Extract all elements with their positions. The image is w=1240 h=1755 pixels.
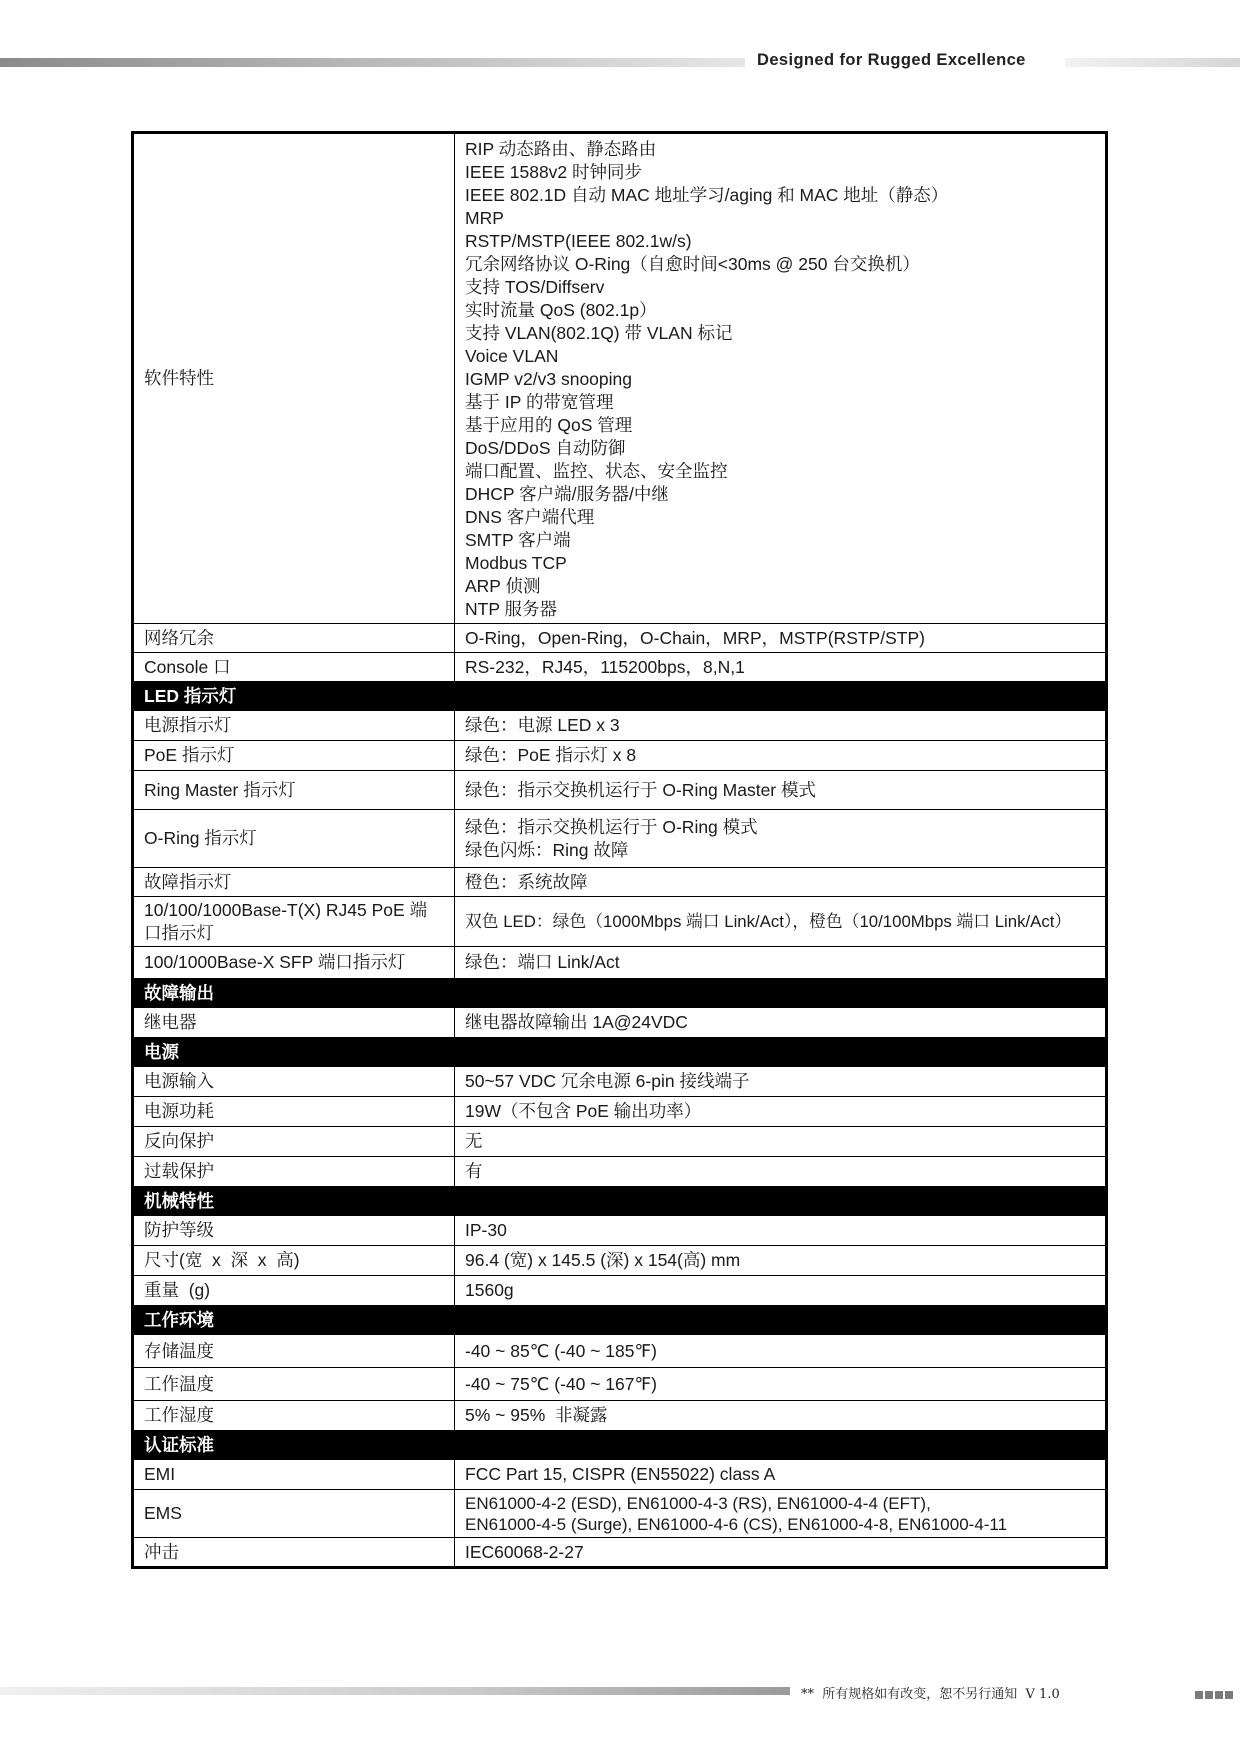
spec-value-line: 绿色闪烁：Ring 故障: [465, 839, 629, 860]
list-item: 基于应用的 QoS 管理: [465, 415, 633, 435]
spec-value: [455, 1490, 1107, 1538]
section-title: 认证标准: [133, 1431, 455, 1460]
list-item: DoS/DDoS 自动防御: [465, 438, 626, 458]
spec-value: IEC60068-2-27: [455, 1538, 1107, 1568]
table-row: [133, 771, 1107, 810]
section-title: LED 指示灯: [133, 682, 455, 711]
spec-label: 电源功耗: [133, 1097, 455, 1127]
spec-value: -40 ~ 75℃ (-40 ~ 167℉): [455, 1368, 1107, 1401]
table-row: [133, 1216, 1107, 1246]
spec-value: 50~57 VDC 冗余电源 6-pin 接线端子: [455, 1067, 1107, 1097]
table-row-software: [133, 133, 1107, 624]
spec-label: 反向保护: [133, 1127, 455, 1157]
spec-value-line: EN61000-4-5 (Surge), EN61000-4-6 (CS), EN61000-4-8, EN61000-4-11: [465, 1514, 1008, 1534]
spec-value: 1560g: [455, 1276, 1107, 1306]
list-item: IGMP v2/v3 snooping: [465, 369, 632, 389]
footer-squares-decoration: [1195, 1686, 1235, 1704]
section-title: 机械特性: [133, 1187, 455, 1216]
spec-label: 防护等级: [133, 1216, 455, 1246]
section-header-environment: [133, 1306, 1107, 1335]
footer-note: ** 所有规格如有改变，恕不另行通知 V 1.0: [801, 1687, 1060, 1702]
table-row: [133, 1097, 1107, 1127]
spec-value: 96.4 (宽) x 145.5 (深) x 154(高) mm: [455, 1246, 1107, 1276]
spec-value-line: 绿色：指示交换机运行于 O-Ring 模式: [465, 816, 758, 837]
spec-value: -40 ~ 85℃ (-40 ~ 185℉): [455, 1335, 1107, 1368]
table-row: [133, 1246, 1107, 1276]
table-row: [133, 897, 1107, 947]
section-header-fault-output: [133, 979, 1107, 1008]
list-item: 支持 VLAN(802.1Q) 带 VLAN 标记: [465, 323, 733, 343]
software-feature-list: [455, 133, 1107, 624]
table-row: [133, 1067, 1107, 1097]
spec-value: 有: [455, 1157, 1107, 1187]
spec-label: Ring Master 指示灯: [133, 771, 455, 810]
list-item: RSTP/MSTP(IEEE 802.1w/s): [465, 231, 692, 251]
footer-bar: [0, 1687, 790, 1695]
table-row: [133, 1335, 1107, 1368]
table-row: [133, 868, 1107, 897]
section-title: 故障输出: [133, 979, 455, 1008]
spec-value: RS-232，RJ45，115200bps，8,N,1: [455, 653, 1107, 682]
header-bar-left: [0, 58, 745, 67]
section-header-certification: [133, 1431, 1107, 1460]
header-tagline: Designed for Rugged Excellence: [757, 51, 1026, 69]
spec-label: 过载保护: [133, 1157, 455, 1187]
spec-label: EMS: [133, 1490, 455, 1538]
list-item: Modbus TCP: [465, 553, 567, 573]
list-item: 基于 IP 的带宽管理: [465, 392, 614, 412]
table-row: [133, 741, 1107, 771]
list-item: RIP 动态路由、静态路由: [465, 139, 657, 159]
list-item: IEEE 802.1D 自动 MAC 地址学习/aging 和 MAC 地址（静态）: [465, 185, 949, 205]
spec-value: 绿色：指示交换机运行于 O-Ring Master 模式: [455, 771, 1107, 810]
table-row: [133, 1368, 1107, 1401]
spec-value: IP-30: [455, 1216, 1107, 1246]
table-row: [133, 1401, 1107, 1431]
software-label: 软件特性: [133, 133, 455, 624]
table-row: [133, 1460, 1107, 1490]
spec-label: 尺寸(宽 x 深 x 高): [133, 1246, 455, 1276]
list-item: MRP: [465, 208, 504, 228]
spec-label: 网络冗余: [133, 624, 455, 653]
spec-label: 工作湿度: [133, 1401, 455, 1431]
table-row: [133, 1157, 1107, 1187]
list-item: 端口配置、监控、状态、安全监控: [465, 461, 728, 481]
spec-value: 绿色：PoE 指示灯 x 8: [455, 741, 1107, 771]
spec-value: 5% ~ 95% 非凝露: [455, 1401, 1107, 1431]
spec-label: 电源输入: [133, 1067, 455, 1097]
table-row: [133, 1490, 1107, 1538]
spec-label: 100/1000Base-X SFP 端口指示灯: [133, 947, 455, 979]
header-bar-right: [1065, 58, 1240, 67]
spec-label: 10/100/1000Base-T(X) RJ45 PoE 端口指示灯: [133, 897, 455, 947]
section-title: 工作环境: [133, 1306, 455, 1335]
list-item: 实时流量 QoS (802.1p）: [465, 300, 657, 320]
spec-label: PoE 指示灯: [133, 741, 455, 771]
spec-value: [455, 810, 1107, 868]
table-row: [133, 1008, 1107, 1038]
table-row: [133, 653, 1107, 682]
list-item: NTP 服务器: [465, 599, 558, 619]
table-row: [133, 1127, 1107, 1157]
spec-label: 继电器: [133, 1008, 455, 1038]
table-row: [133, 624, 1107, 653]
spec-value: 19W（不包含 PoE 输出功率）: [455, 1097, 1107, 1127]
spec-value: 无: [455, 1127, 1107, 1157]
list-item: Voice VLAN: [465, 346, 559, 366]
table-row: [133, 810, 1107, 868]
list-item: DHCP 客户端/服务器/中继: [465, 484, 669, 504]
spec-value: FCC Part 15, CISPR (EN55022) class A: [455, 1460, 1107, 1490]
list-item: IEEE 1588v2 时钟同步: [465, 162, 643, 182]
spec-label: EMI: [133, 1460, 455, 1490]
list-item: 支持 TOS/Diffserv: [465, 277, 605, 297]
spec-label: 重量 (g): [133, 1276, 455, 1306]
section-header-power: [133, 1038, 1107, 1067]
list-item: 冗余网络协议 O-Ring（自愈时间<30ms @ 250 台交换机）: [465, 254, 920, 274]
section-header-led: [133, 682, 1107, 711]
table-row: [133, 1276, 1107, 1306]
table-row: [133, 1538, 1107, 1568]
spec-value: 双色 LED：绿色（1000Mbps 端口 Link/Act），橙色（10/100Mbps 端口 Link/Act）: [455, 897, 1107, 947]
table-row: [133, 711, 1107, 741]
list-item: SMTP 客户端: [465, 530, 571, 550]
list-item: DNS 客户端代理: [465, 507, 595, 527]
section-title: 电源: [133, 1038, 455, 1067]
spec-value: O-Ring，Open-Ring，O-Chain，MRP，MSTP(RSTP/STP): [455, 624, 1107, 653]
spec-value: 橙色：系统故障: [455, 868, 1107, 897]
spec-value: 绿色：端口 Link/Act: [455, 947, 1107, 979]
spec-value: 继电器故障输出 1A@24VDC: [455, 1008, 1107, 1038]
table-row: [133, 947, 1107, 979]
spec-label: 存储温度: [133, 1335, 455, 1368]
spec-value: 绿色：电源 LED x 3: [455, 711, 1107, 741]
list-item: ARP 侦测: [465, 576, 541, 596]
spec-label: 故障指示灯: [133, 868, 455, 897]
spec-label: O-Ring 指示灯: [133, 810, 455, 868]
spec-label: 冲击: [133, 1538, 455, 1568]
spec-table: [131, 131, 1108, 1569]
spec-label: 工作温度: [133, 1368, 455, 1401]
spec-label: Console 口: [133, 653, 455, 682]
section-header-mechanical: [133, 1187, 1107, 1216]
spec-label: 电源指示灯: [133, 711, 455, 741]
spec-value-line: EN61000-4-2 (ESD), EN61000-4-3 (RS), EN61000-4-4 (EFT),: [465, 1493, 931, 1513]
